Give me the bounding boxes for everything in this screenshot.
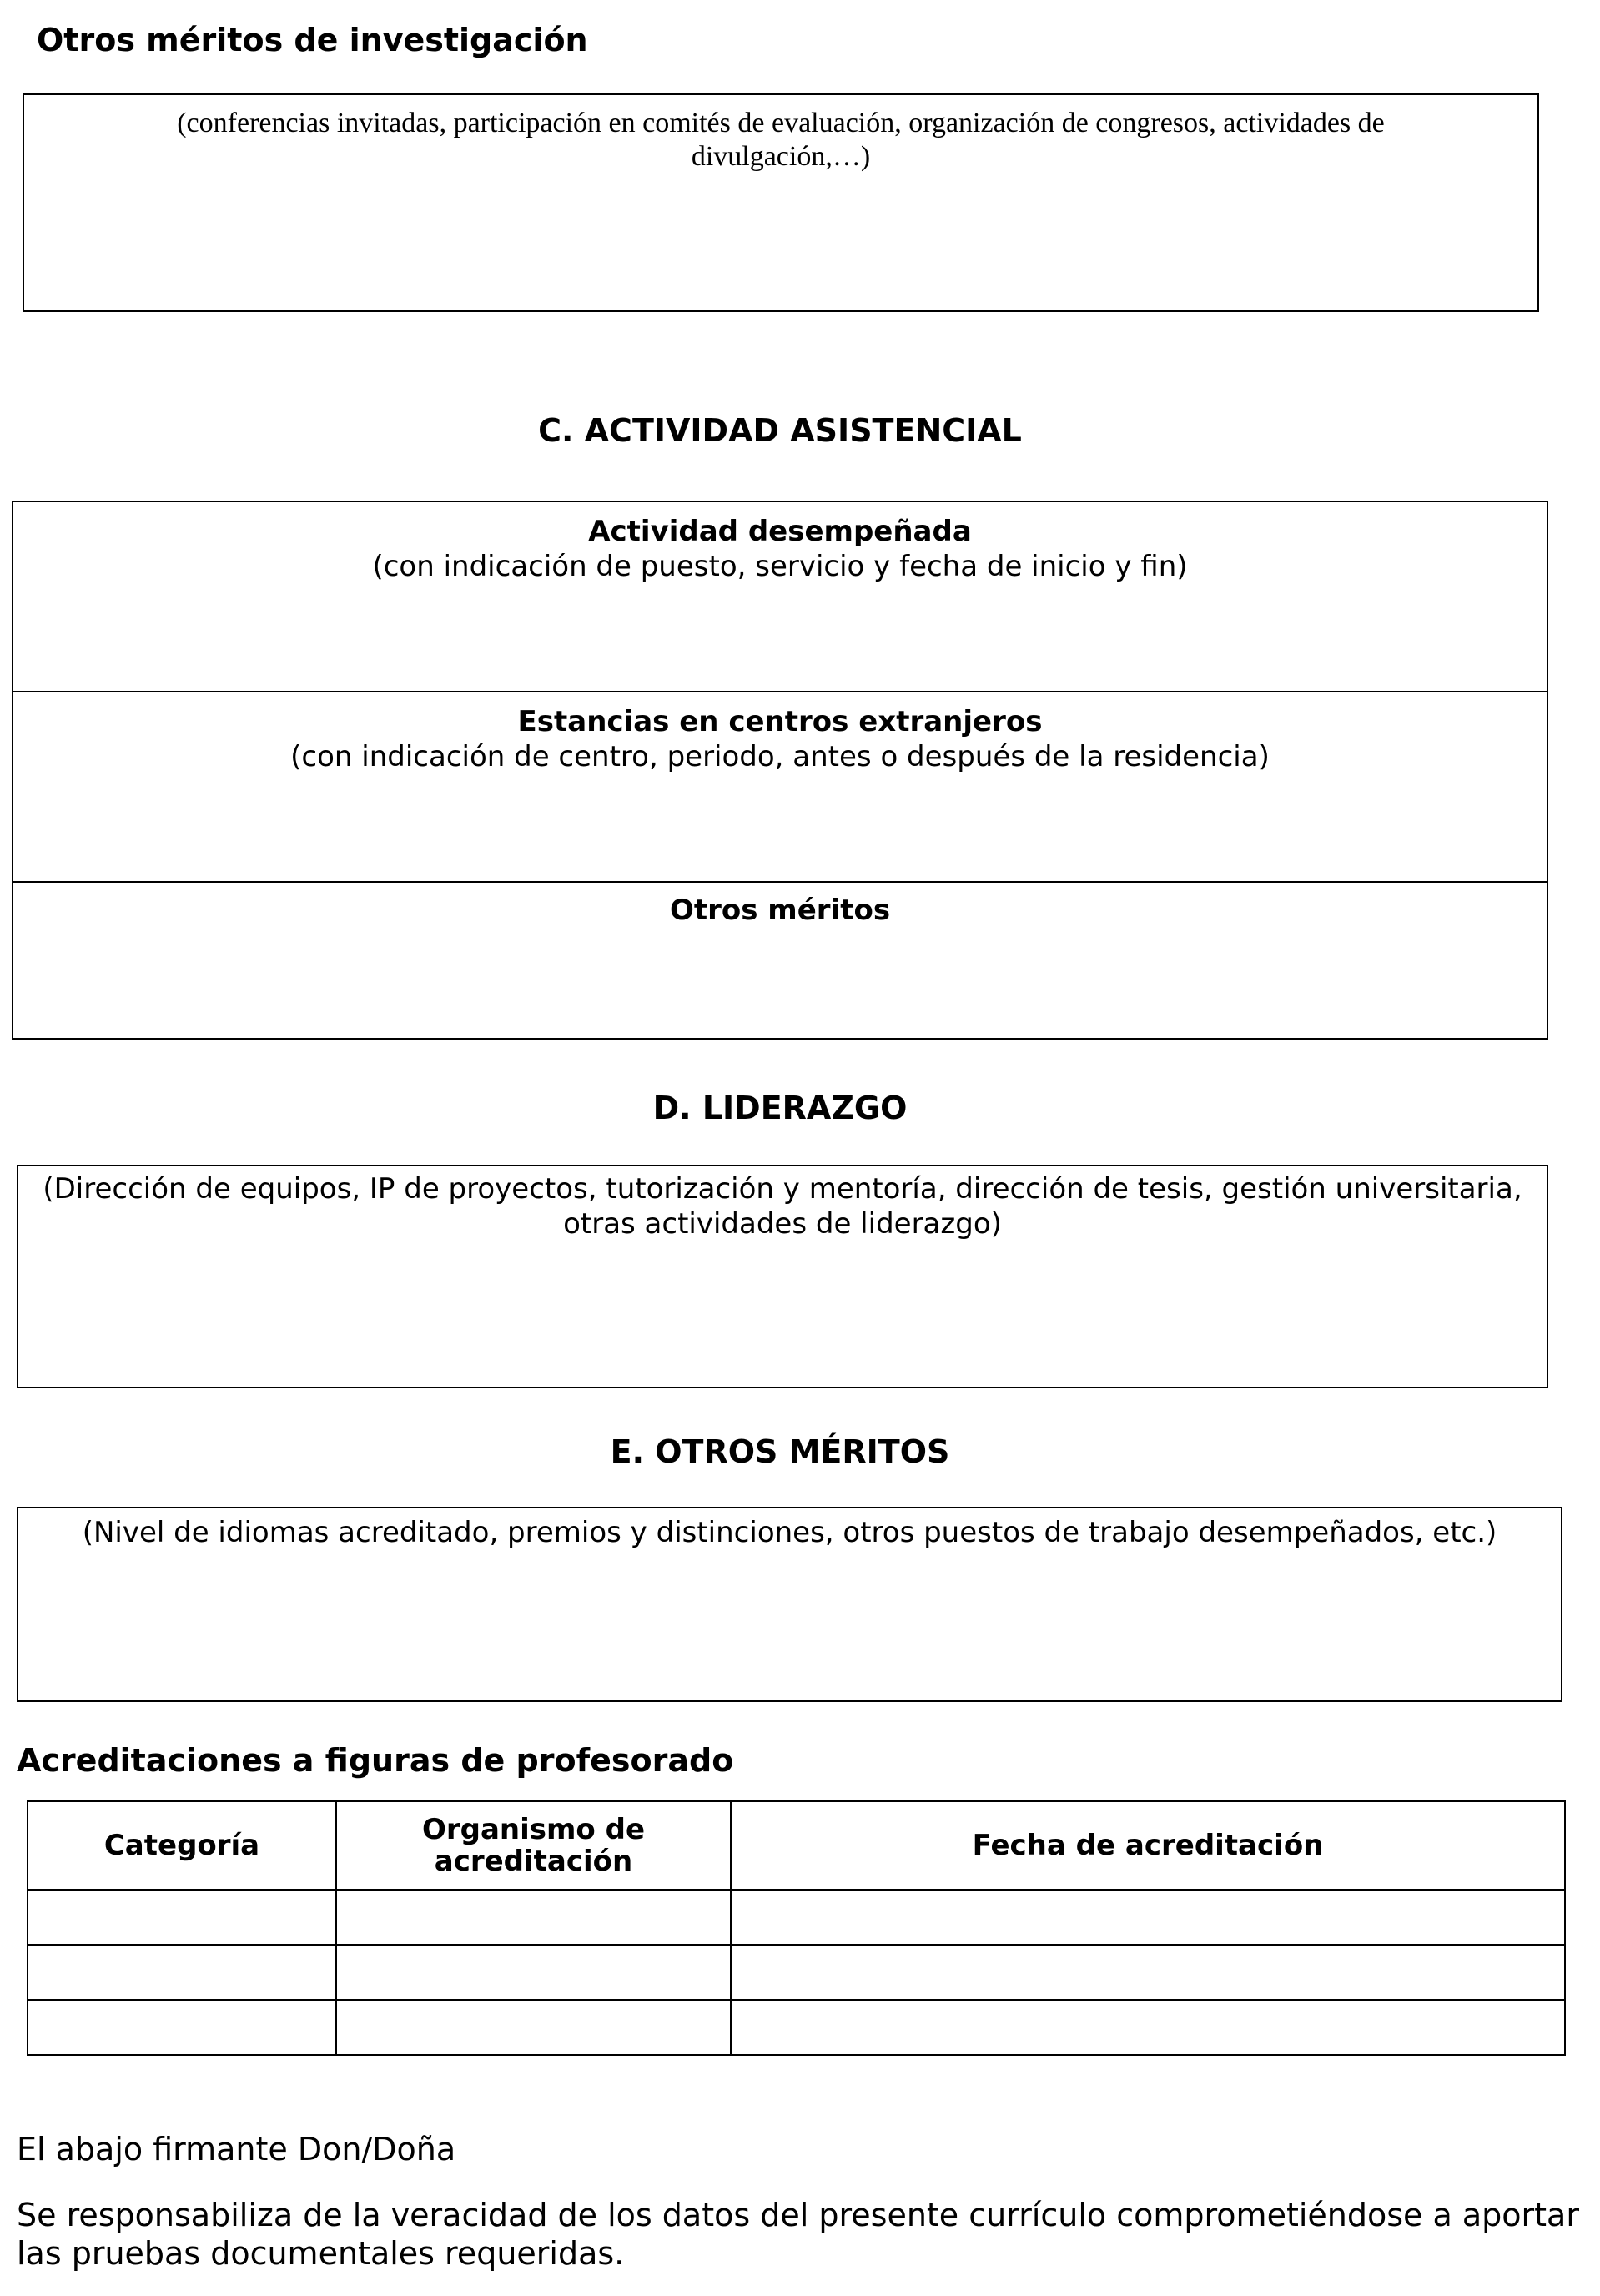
- other-merits-box[interactable]: [17, 1507, 1562, 1702]
- other-merits-row[interactable]: [13, 883, 1547, 1038]
- table-cell[interactable]: [731, 1890, 1565, 1945]
- table-cell[interactable]: [28, 1890, 336, 1945]
- table-row: [28, 1945, 1565, 2000]
- table-cell[interactable]: [336, 1945, 731, 2000]
- table-cell[interactable]: [336, 2000, 731, 2055]
- column-header-organism: [336, 1801, 731, 1890]
- accreditations-title: Acreditaciones a figuras de profesorado: [17, 1742, 734, 1779]
- table-cell[interactable]: [336, 1890, 731, 1945]
- table-row: [28, 1890, 1565, 1945]
- other-merits-hint: (Nivel de idiomas acreditado, premios y distinciones, otros puestos de trabajo desempeñados, etc.): [82, 1516, 1497, 1549]
- leadership-hint-line2: otras actividades de liderazgo): [563, 1207, 1002, 1241]
- section-c-box: [12, 501, 1548, 1040]
- table-cell[interactable]: [731, 2000, 1565, 2055]
- research-other-hint-line1: (conferencias invitadas, participación en comités de evaluación, organización de congresos, actividades de: [177, 108, 1385, 138]
- research-other-title: Otros méritos de investigación: [37, 22, 588, 58]
- section-c-heading: C. ACTIVIDAD ASISTENCIAL: [538, 412, 1022, 449]
- section-d-heading: D. LIDERAZGO: [652, 1090, 908, 1126]
- stays-row[interactable]: [13, 692, 1547, 881]
- activity-title: Actividad desempeñada: [588, 515, 972, 548]
- signature-line3: las pruebas documentales requeridas.: [17, 2235, 625, 2272]
- accreditations-table: [27, 1800, 1566, 2056]
- signature-statement: [17, 2196, 1579, 2273]
- stays-hint: (con indicación de centro, periodo, antes o después de la residencia): [290, 740, 1270, 773]
- activity-hint: (con indicación de puesto, servicio y fecha de inicio y fin): [372, 550, 1188, 583]
- other-merits-title: Otros méritos: [669, 894, 891, 927]
- column-header-category: Categoría: [28, 1801, 336, 1890]
- column-header-date: Fecha de acreditación: [731, 1801, 1565, 1890]
- signature-line1: El abajo firmante Don/Doña: [17, 2131, 456, 2168]
- column-header-organism-text: Organismo de acreditación: [421, 1813, 646, 1878]
- table-cell[interactable]: [28, 1945, 336, 2000]
- table-cell[interactable]: [28, 2000, 336, 2055]
- table-row: [28, 2000, 1565, 2055]
- activity-row[interactable]: [13, 502, 1547, 691]
- research-other-hint-line2: divulgación,…): [691, 141, 871, 172]
- leadership-box[interactable]: [17, 1165, 1548, 1388]
- research-other-box[interactable]: [23, 93, 1539, 312]
- section-e-heading: E. OTROS MÉRITOS: [610, 1433, 950, 1470]
- leadership-hint-line1: (Dirección de equipos, IP de proyectos, tutorización y mentoría, dirección de tesis, gestión universitaria,: [43, 1172, 1522, 1206]
- table-cell[interactable]: [731, 1945, 1565, 2000]
- stays-title: Estancias en centros extranjeros: [517, 705, 1043, 738]
- signature-line2: Se responsabiliza de la veracidad de los datos del presente currículo comprometiéndose a aportar: [17, 2197, 1579, 2233]
